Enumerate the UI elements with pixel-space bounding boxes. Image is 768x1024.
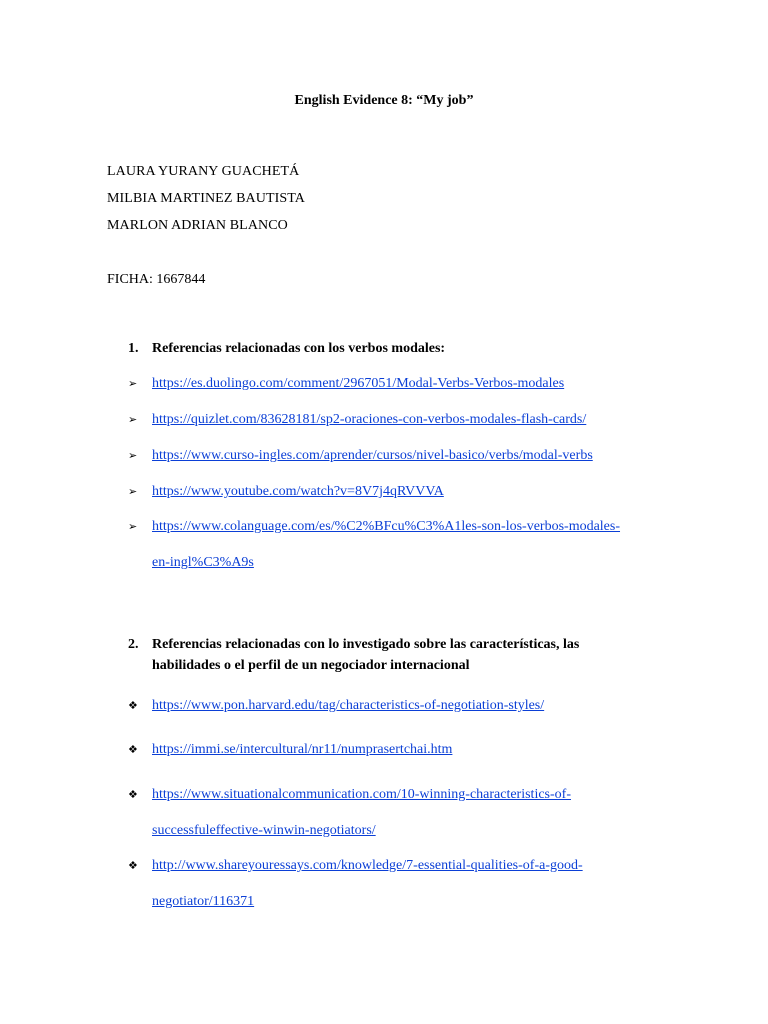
reference-link-line[interactable]: https://www.situationalcommunication.com/10-winning-characteristics-of- [152,787,571,802]
document-title: English Evidence 8: “My job” [294,93,474,108]
reference-item [128,411,668,438]
reference-item [128,375,668,402]
reference-link-line[interactable]: https://immi.se/intercultural/nr11/numprasertchai.htm [152,742,453,757]
reference-item [128,518,668,581]
section-number: 1. [128,341,139,356]
reference-link-line[interactable]: https://www.curso-ingles.com/aprender/cursos/nivel-basico/verbs/modal-verbs [152,448,593,463]
reference-link-line[interactable]: https://www.pon.harvard.edu/tag/characteristics-of-negotiation-styles/ [152,698,545,713]
reference-link[interactable] [152,732,668,768]
section-number: 2. [128,637,139,652]
arrow-bullet-icon: ➢ [128,377,138,390]
reference-item [128,741,668,768]
reference-item [128,697,668,724]
reference-item [128,857,668,920]
reference-link-line[interactable]: http://www.shareyouressays.com/knowledge/7-essential-qualities-of-a-good- [152,858,583,873]
diamond-bullet-icon: ❖ [128,743,138,756]
arrow-bullet-icon: ➢ [128,485,138,498]
reference-link[interactable] [152,688,668,724]
author-name: LAURA YURANY GUACHETÁ [107,164,300,179]
section-heading-text: Referencias relacionadas con los verbos modales: [152,341,446,356]
reference-link-line[interactable]: https://www.colanguage.com/es/%C2%BFcu%C3%A1les-son-los-verbos-modales- [152,519,621,534]
arrow-bullet-icon: ➢ [128,413,138,426]
reference-link-line[interactable]: successfuleffective-winwin-negotiators/ [152,823,376,838]
diamond-bullet-icon: ❖ [128,859,138,872]
reference-link-line[interactable]: https://quizlet.com/83628181/sp2-oraciones-con-verbos-modales-flash-cards/ [152,412,587,427]
reference-link[interactable] [152,402,668,438]
author-name: MARLON ADRIAN BLANCO [107,218,288,233]
reference-item [128,786,668,849]
reference-link[interactable] [152,474,668,510]
author-name: MILBIA MARTINEZ BAUTISTA [107,191,305,206]
reference-link[interactable] [152,366,668,402]
ficha-number: FICHA: 1667844 [107,272,206,287]
reference-link-line[interactable]: https://es.duolingo.com/comment/2967051/Modal-Verbs-Verbos-modales [152,376,565,391]
reference-link-line[interactable]: negotiator/116371 [152,894,255,909]
reference-item [128,483,668,510]
reference-link-line[interactable]: en-ingl%C3%A9s [152,555,254,570]
reference-link[interactable] [152,509,668,581]
reference-link[interactable] [152,777,668,849]
arrow-bullet-icon: ➢ [128,449,138,462]
diamond-bullet-icon: ❖ [128,699,138,712]
reference-link[interactable] [152,848,668,920]
section-heading-modal-verbs [128,338,628,359]
diamond-bullet-icon: ❖ [128,788,138,801]
reference-link[interactable] [152,438,668,474]
arrow-bullet-icon: ➢ [128,520,138,533]
section-heading-negotiator [128,634,628,676]
reference-link-line[interactable]: https://www.youtube.com/watch?v=8V7j4qRVVVA [152,484,444,499]
reference-item [128,447,668,474]
section-heading-text: Referencias relacionadas con lo investigado sobre las características, las habilidades o el perfil de un negociador internacional [152,637,580,673]
